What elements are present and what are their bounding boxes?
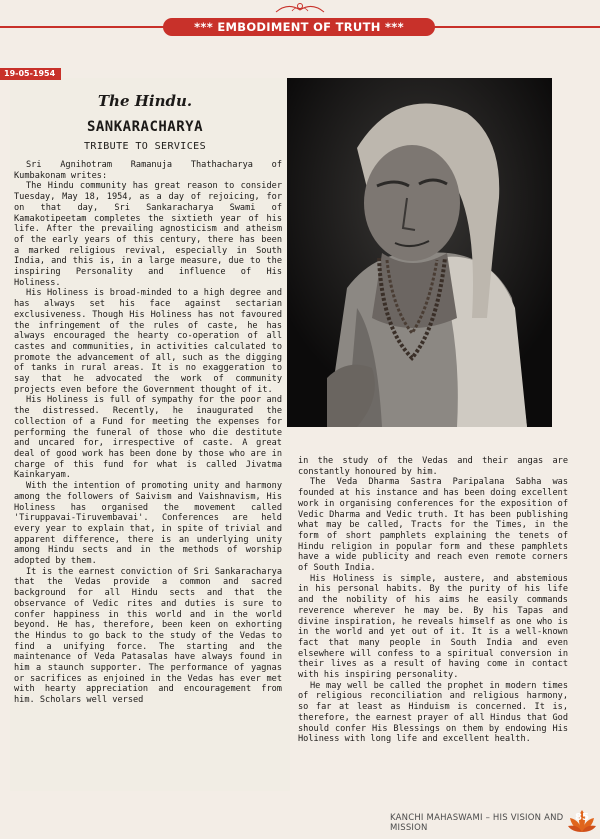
portrait-photo (287, 78, 552, 427)
paragraph: The Veda Dharma Sastra Paripalana Sabha was founded at his instance and has been doing excellent work in organising conferences for the exposition of Vedic Dharma and Vedic truth. It has been publishing what may be called, Tracts for the Times, in the form of short pamphlets explaining the tenets of Hindu religion in popular form and these pamphlets have a wide publicity and reach even remote corners of South India. (298, 477, 568, 574)
article-subheadline: TRIBUTE TO SERVICES (84, 141, 206, 152)
section-banner: *** EMBODIMENT OF TRUTH *** (163, 18, 435, 36)
article-column-right (298, 456, 568, 792)
paragraph: His Holiness is simple, austere, and abstemious in his personal habits. By the purity of his life and the nobility of his aims he easily commands reverence wherever he may be. By his Tapas and divine inspiration, he reveals himself as one who is in the world and yet out of it. It is a well-known fact that many people in South India and even elsewhere will confess to a spiritual conversion in their lives as a result of having come in contact with his inspiring personality. (298, 573, 568, 681)
article-column-left (14, 160, 282, 788)
header-ornament-icon (268, 0, 332, 14)
paragraph: It is the earnest conviction of Sri Sankaracharya that the Vedas provide a common and sacred background for all Hindu sects and that the observance of Vedic rites and duties is sure to confer happiness in this world and in the world beyond. He has, therefore, been keen on exhorting the Hindus to go back to the study of the Vedas to find a unifying force. The starting and the maintenance of Veda Patasalas have always found in him a staunch supporter. The performance of yagnas or sacrifices as enjoined in the Vedas has ever met with hearty appreciation and encouragement from him. Scholars well versed (14, 566, 282, 706)
paragraph: in the study of the Vedas and their angas are constantly honoured by him. (298, 456, 568, 477)
paragraph: He may well be called the prophet in modern times of religious reconciliation and religious harmony, so far at least as Hinduism is concerned. It is, therefore, the earnest prayer of all Hindus that God should confer His Blessings on them by endowing His Holiness with long life and excellent health. (298, 680, 568, 745)
paragraph: Sri Agnihotram Ramanuja Thathacharya of Kumbakonam writes: (14, 160, 282, 181)
page-number: 85 (575, 812, 589, 823)
paragraph: The Hindu community has great reason to consider Tuesday, May 18, 1954, as a day of rejoicing, for on that day, Sri Sankaracharya Swami of Kamakotipeetam completes the sixtieth year of his life. After the prevailing agnosticism and atheism of the early years of this century, there has been a marked religious revival, especially in South India, and this is, in a large measure, due to the inspiring Personality and influence of His Holiness. (14, 181, 282, 288)
paragraph: His Holiness is full of sympathy for the poor and the distressed. Recently, he inaugurated the collection of a Fund for meeting the expenses for performing the funeral of those who die destitute and uncared for, irrespective of caste. A great deal of good work has been done by those who are in charge of this fund for what is called Jivatma Kainkaryam. (14, 395, 282, 481)
article-headline: SANKARACHARYA (86, 119, 204, 135)
paragraph: His Holiness is broad-minded to a high degree and has always set his face against sectarian exclusiveness. Though His Holiness has not favoured the infringement of the rules of caste, he has always encouraged the hearty co-operation of all castes and communities, in activities calculated to promote the advancement of all, such as the digging of tanks in rural areas. It is no exaggeration to say that he advocated the work of community projects even before the Government thought of it. (14, 288, 282, 395)
paragraph: With the intention of promoting unity and harmony among the followers of Saivism and Vaishnavism, His Holiness has organised the movement called 'Tiruppavai-Tiruvembavai'. Conferences are held every year to explain that, in spite of trivial and apparent difference, there is an underlying unity among Hindu sects and in the methods of worship adopted by them. (14, 481, 282, 567)
date-tag: 19-05-1954 (0, 68, 61, 80)
newspaper-masthead: The Hindu. (97, 92, 193, 110)
portrait-illustration (287, 78, 552, 427)
book-title-footer: KANCHI MAHASWAMI – HIS VISION AND MISSION (390, 813, 564, 833)
